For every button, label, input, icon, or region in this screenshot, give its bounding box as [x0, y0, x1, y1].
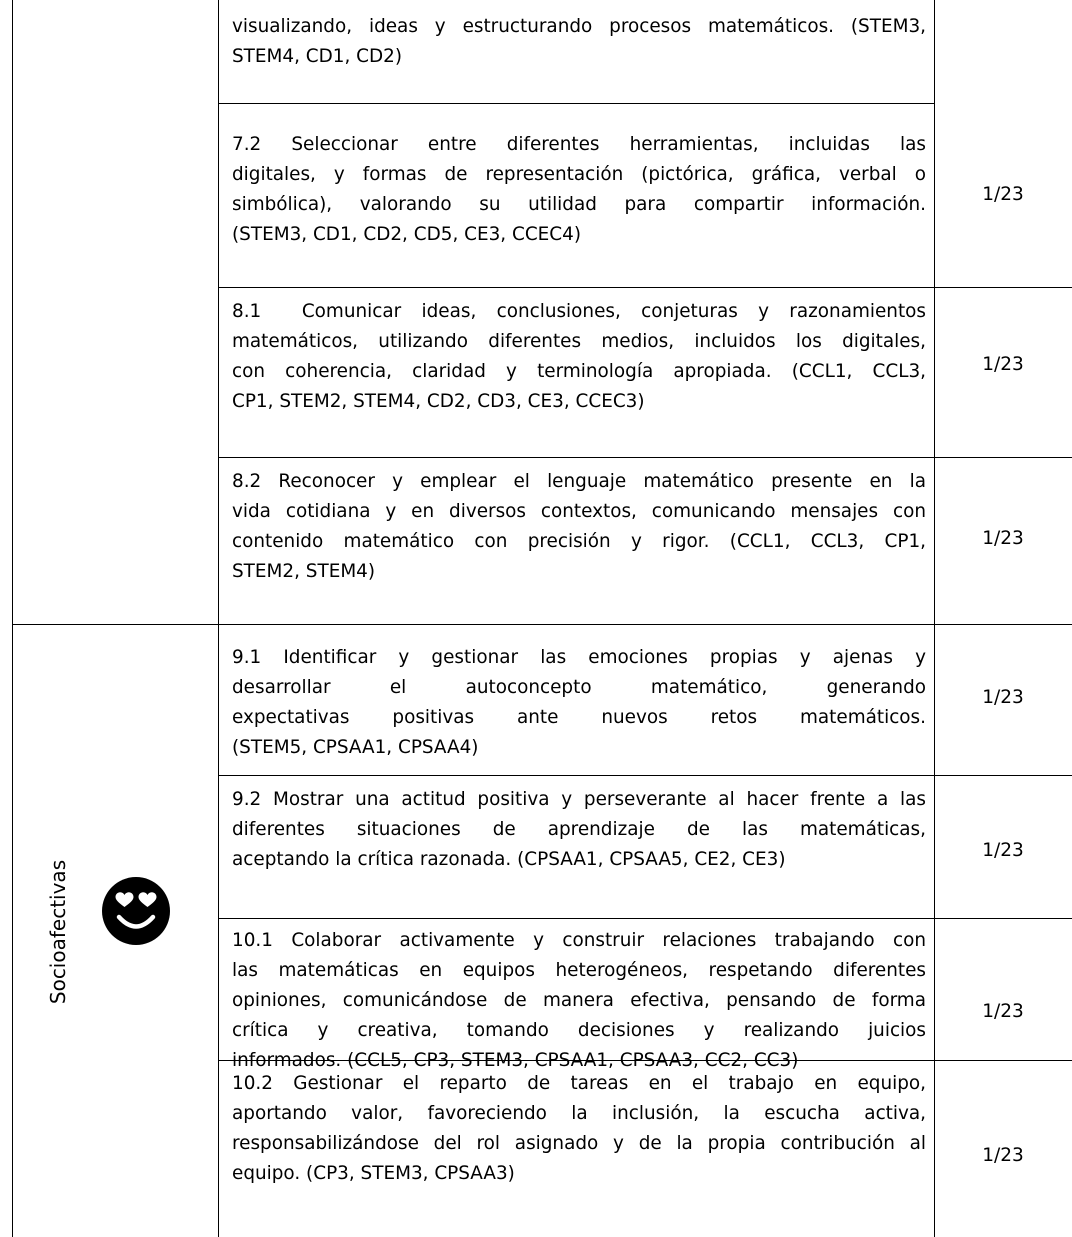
criterion-text: [232, 467, 926, 587]
criterion-line: visualizando, ideas y estructurando procesos matemáticos. (STEM3,: [232, 16, 926, 37]
criterion-line: equipo. (CP3, STEM3, CPSAA3): [232, 1163, 515, 1184]
weight-value: 1/23: [982, 354, 1024, 375]
criterion-line: expectativas positivas ante nuevos retos matemáticos.: [232, 707, 926, 728]
column-divider-criteria: [218, 0, 219, 1237]
criterion-line: STEM4, CD1, CD2): [232, 46, 403, 67]
weight-value: 1/23: [982, 687, 1024, 708]
criterion-text: [232, 785, 926, 875]
criterion-line: 9.2 Mostrar una actitud positiva y perseverante al hacer frente a las: [232, 789, 926, 810]
criterion-line: diferentes situaciones de aprendizaje de las matemáticas,: [232, 819, 926, 840]
criterion-text: [232, 12, 926, 72]
criterion-line: las matemáticas en equipos heterogéneos, respetando diferentes: [232, 960, 926, 981]
weight-value: 1/23: [982, 1001, 1024, 1022]
criterion-line: simbólica), valorando su utilidad para compartir información.: [232, 194, 926, 215]
category-label: Socioafectivas: [46, 859, 70, 1005]
criterion-text: [232, 297, 926, 417]
row-divider: [218, 457, 1072, 458]
criterion-line: aportando valor, favoreciendo la inclusión, la escucha activa,: [232, 1103, 926, 1124]
criterion-line: 9.1 Identificar y gestionar las emociones propias y ajenas y: [232, 647, 926, 668]
row-divider: [218, 775, 1072, 776]
weight-value: 1/23: [982, 1145, 1024, 1166]
criterion-line: 8.1 Comunicar ideas, conclusiones, conjeturas y razonamientos: [232, 301, 926, 322]
criterion-text: [232, 643, 926, 763]
criterion-line: digitales, y formas de representación (pictórica, gráfica, verbal o: [232, 164, 926, 185]
criterion-text: [232, 130, 926, 250]
criterion-line: responsabilizándose del rol asignado y de la propia contribución al: [232, 1133, 926, 1154]
criterion-text: [232, 926, 926, 1076]
criterion-line: informados. (CCL5, CP3, STEM3, CPSAA1, CPSAA3, CC2, CC3): [232, 1050, 799, 1071]
criterion-line: contenido matemático con precisión y rigor. (CCL1, CCL3, CP1,: [232, 531, 926, 552]
criterion-line: STEM2, STEM4): [232, 561, 376, 582]
criterion-line: 10.1 Colaborar activamente y construir relaciones trabajando con: [232, 930, 926, 951]
criterion-line: matemáticos, utilizando diferentes medios, incluidos los digitales,: [232, 331, 926, 352]
criterion-line: 7.2 Seleccionar entre diferentes herramientas, incluidas las: [232, 134, 926, 155]
row-divider: [218, 103, 934, 104]
group-divider: [12, 624, 1072, 625]
weight-value: 1/23: [982, 528, 1024, 549]
row-divider: [218, 287, 1072, 288]
row-divider: [218, 918, 1072, 919]
table-left-border: [12, 0, 13, 1237]
criterion-text: [232, 1069, 926, 1189]
criterion-line: (STEM3, CD1, CD2, CD5, CE3, CCEC4): [232, 224, 582, 245]
criterion-line: 8.2 Reconocer y emplear el lenguaje matemático presente en la: [232, 471, 926, 492]
criterion-line: 10.2 Gestionar el reparto de tareas en el trabajo en equipo,: [232, 1073, 926, 1094]
criterion-line: CP1, STEM2, STEM4, CD2, CD3, CE3, CCEC3): [232, 391, 645, 412]
criterion-line: opiniones, comunicándose de manera efectiva, pensando de forma: [232, 990, 926, 1011]
weight-value: 1/23: [982, 184, 1024, 205]
criterion-line: vida cotidiana y en diversos contextos, comunicando mensajes con: [232, 501, 926, 522]
criterion-line: desarrollar el autoconcepto matemático, generando: [232, 677, 926, 698]
criterion-line: aceptando la crítica razonada. (CPSAA1, CPSAA5, CE2, CE3): [232, 849, 786, 870]
criterion-line: crítica y creativa, tomando decisiones y realizando juicios: [232, 1020, 926, 1041]
smiling-face-with-heart-eyes-icon: [101, 876, 171, 946]
weight-value: 1/23: [982, 840, 1024, 861]
criterion-line: con coherencia, claridad y terminología apropiada. (CCL1, CCL3,: [232, 361, 926, 382]
criterion-line: (STEM5, CPSAA1, CPSAA4): [232, 737, 479, 758]
